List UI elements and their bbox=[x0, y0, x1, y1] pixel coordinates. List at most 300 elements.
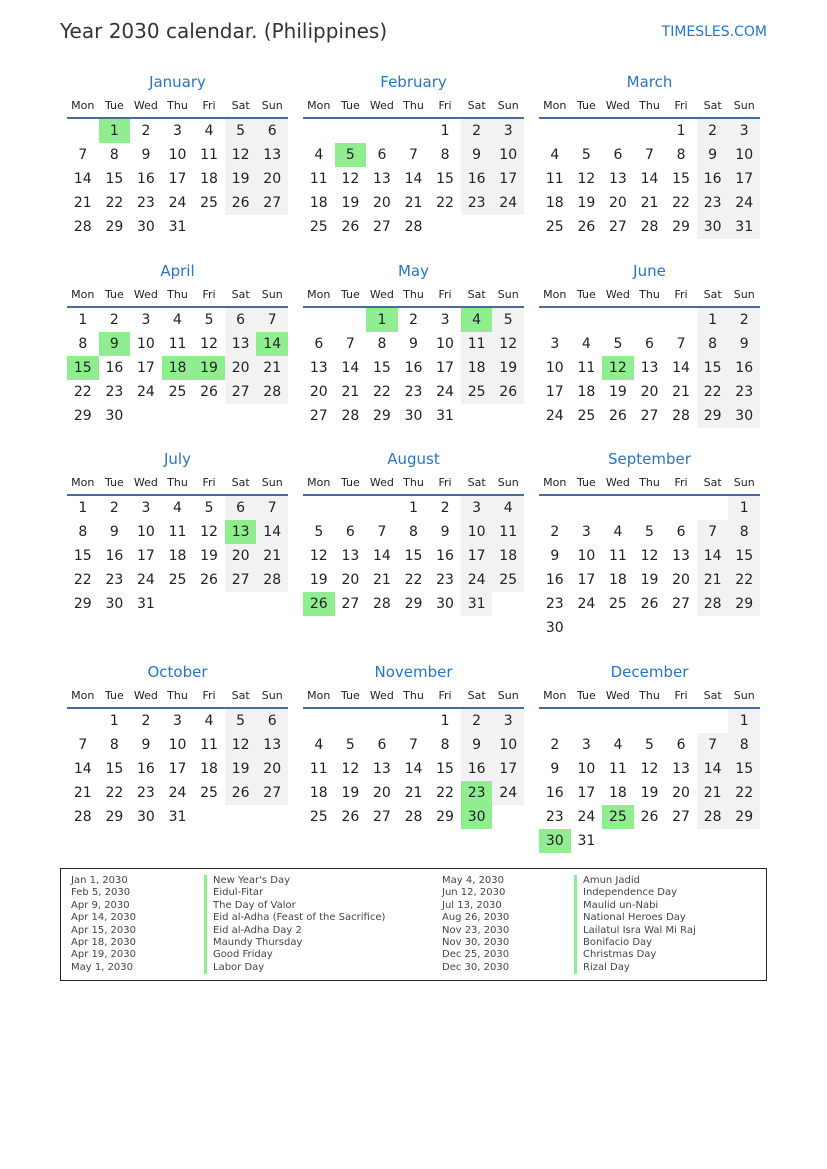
holiday-name: National Heroes Day bbox=[574, 912, 686, 924]
day-cell: 12 bbox=[341, 171, 360, 187]
day-cell: 18 bbox=[309, 785, 328, 801]
day-cell: 8 bbox=[78, 336, 88, 352]
weekday-label: Sat bbox=[467, 99, 486, 112]
month-november bbox=[303, 660, 524, 829]
month-title: June bbox=[633, 262, 666, 280]
day-cell: 16 bbox=[545, 785, 564, 801]
day-grid bbox=[303, 709, 524, 829]
weekday-label: Sun bbox=[733, 99, 755, 112]
weekday-header bbox=[67, 471, 288, 496]
weekday-label: Mon bbox=[71, 476, 95, 489]
day-cell: 4 bbox=[173, 312, 182, 328]
month-title: August bbox=[387, 450, 440, 468]
weekday-label: Tue bbox=[104, 288, 124, 301]
day-cell: 25 bbox=[309, 809, 328, 825]
weekend-day-cell: 13 bbox=[256, 143, 288, 167]
empty-cell bbox=[634, 709, 666, 733]
weekday-label: Mon bbox=[71, 288, 95, 301]
day-cell: 26 bbox=[640, 809, 659, 825]
weekend-day-cell: 22 bbox=[728, 781, 760, 805]
weekend-day-cell: 18 bbox=[461, 356, 493, 380]
empty-cell bbox=[539, 119, 571, 143]
day-cell: 28 bbox=[404, 219, 423, 235]
weekday-label: Wed bbox=[369, 288, 394, 301]
day-grid bbox=[539, 308, 760, 428]
weekend-day-cell: 8 bbox=[728, 520, 760, 544]
empty-cell bbox=[571, 496, 603, 520]
day-cell: 23 bbox=[105, 384, 124, 400]
empty-cell bbox=[366, 709, 398, 733]
day-cell: 7 bbox=[78, 147, 88, 163]
holiday-column bbox=[442, 875, 762, 974]
weekday-label: Fri bbox=[202, 476, 216, 489]
weekend-day-cell: 14 bbox=[256, 520, 288, 544]
weekend-day-cell: 1 bbox=[728, 496, 760, 520]
holiday-date: Aug 26, 2030 bbox=[442, 912, 510, 924]
day-cell: 20 bbox=[672, 785, 690, 801]
day-cell: 13 bbox=[640, 360, 659, 376]
weekend-day-cell: 19 bbox=[225, 167, 257, 191]
empty-cell bbox=[67, 709, 99, 733]
weekend-day-cell: 22 bbox=[697, 380, 729, 404]
weekend-day-cell: 29 bbox=[728, 805, 760, 829]
weekend-day-cell: 2 bbox=[461, 119, 493, 143]
day-cell: 20 bbox=[609, 195, 627, 211]
day-cell: 25 bbox=[200, 195, 218, 211]
day-cell: 11 bbox=[200, 147, 218, 163]
weekend-day-cell: 3 bbox=[728, 119, 760, 143]
holiday-name: Christmas Day bbox=[574, 949, 656, 961]
day-cell: 11 bbox=[609, 761, 627, 777]
weekend-day-cell: 20 bbox=[256, 757, 288, 781]
day-cell: 1 bbox=[109, 713, 119, 729]
holiday-row bbox=[71, 937, 431, 949]
day-cell: 6 bbox=[645, 336, 654, 352]
day-cell: 6 bbox=[613, 147, 623, 163]
day-cell: 7 bbox=[409, 737, 418, 753]
holiday-row bbox=[71, 887, 431, 899]
weekday-label: Wed bbox=[133, 689, 158, 702]
day-cell: 23 bbox=[105, 572, 124, 588]
weekend-day-cell: 7 bbox=[697, 520, 729, 544]
weekday-label: Fri bbox=[674, 288, 688, 301]
day-cell: 21 bbox=[73, 785, 92, 801]
weekday-label: Sat bbox=[231, 689, 250, 702]
empty-cell bbox=[366, 119, 398, 143]
day-cell: 11 bbox=[577, 360, 596, 376]
day-cell: 25 bbox=[309, 219, 328, 235]
day-cell: 7 bbox=[645, 147, 654, 163]
day-cell: 8 bbox=[676, 147, 686, 163]
day-cell: 11 bbox=[168, 524, 187, 540]
day-cell: 21 bbox=[73, 195, 92, 211]
day-cell: 22 bbox=[436, 195, 454, 211]
day-cell: 7 bbox=[345, 336, 355, 352]
day-cell: 15 bbox=[672, 171, 690, 187]
weekend-day-cell: 16 bbox=[697, 167, 729, 191]
empty-cell bbox=[303, 496, 335, 520]
day-cell: 24 bbox=[436, 384, 454, 400]
day-cell: 24 bbox=[137, 572, 155, 588]
day-cell: 15 bbox=[404, 548, 423, 564]
day-cell: 6 bbox=[314, 336, 324, 352]
holiday-date: Apr 14, 2030 bbox=[71, 912, 137, 924]
day-cell: 22 bbox=[672, 195, 690, 211]
weekend-day-cell: 15 bbox=[697, 356, 729, 380]
day-grid bbox=[539, 119, 760, 239]
month-title: October bbox=[147, 663, 208, 681]
holiday-day-cell: 25 bbox=[602, 805, 634, 829]
weekend-day-cell: 9 bbox=[728, 332, 760, 356]
holiday-date: Nov 30, 2030 bbox=[442, 936, 510, 948]
day-cell: 6 bbox=[676, 524, 686, 540]
empty-cell bbox=[303, 119, 335, 143]
weekday-label: Sat bbox=[231, 476, 250, 489]
day-cell: 17 bbox=[137, 360, 155, 376]
holiday-row bbox=[442, 937, 762, 949]
day-cell: 11 bbox=[200, 737, 218, 753]
weekend-day-cell: 5 bbox=[225, 119, 257, 143]
weekday-label: Mon bbox=[543, 288, 567, 301]
weekend-day-cell: 17 bbox=[492, 167, 524, 191]
day-cell: 31 bbox=[168, 219, 187, 235]
day-cell: 1 bbox=[440, 123, 450, 139]
day-cell: 20 bbox=[341, 572, 360, 588]
day-cell: 31 bbox=[436, 408, 454, 424]
holiday-date: Apr 9, 2030 bbox=[71, 899, 130, 911]
empty-cell bbox=[602, 496, 634, 520]
day-cell: 23 bbox=[545, 596, 564, 612]
day-cell: 10 bbox=[168, 147, 187, 163]
day-cell: 12 bbox=[341, 761, 360, 777]
empty-cell bbox=[571, 308, 603, 332]
weekday-label: Fri bbox=[202, 689, 216, 702]
empty-cell bbox=[602, 308, 634, 332]
weekend-day-cell: 27 bbox=[256, 781, 288, 805]
day-cell: 20 bbox=[640, 384, 659, 400]
empty-cell bbox=[571, 119, 603, 143]
day-cell: 5 bbox=[581, 147, 591, 163]
weekend-day-cell: 30 bbox=[697, 215, 729, 239]
day-cell: 13 bbox=[672, 548, 690, 564]
page-title: Year 2030 calendar. (Philippines) bbox=[60, 19, 388, 43]
day-cell: 21 bbox=[672, 384, 690, 400]
weekend-day-cell: 24 bbox=[728, 191, 760, 215]
day-cell: 7 bbox=[409, 147, 418, 163]
weekend-day-cell: 9 bbox=[461, 733, 493, 757]
weekend-day-cell: 6 bbox=[256, 119, 288, 143]
weekend-day-cell: 8 bbox=[697, 332, 729, 356]
holiday-date: Feb 5, 2030 bbox=[71, 887, 131, 899]
day-cell: 10 bbox=[577, 548, 596, 564]
weekday-label: Thu bbox=[167, 288, 188, 301]
weekday-label: Thu bbox=[167, 689, 188, 702]
day-cell: 29 bbox=[672, 219, 690, 235]
weekend-day-cell: 9 bbox=[461, 143, 493, 167]
weekend-day-cell: 21 bbox=[697, 781, 729, 805]
month-title: January bbox=[149, 73, 206, 91]
weekday-label: Sun bbox=[261, 689, 283, 702]
day-cell: 3 bbox=[550, 336, 560, 352]
weekend-day-cell: 27 bbox=[225, 568, 257, 592]
day-cell: 11 bbox=[309, 761, 328, 777]
empty-cell bbox=[539, 308, 571, 332]
day-cell: 15 bbox=[73, 548, 92, 564]
month-september bbox=[539, 447, 760, 640]
weekday-label: Mon bbox=[543, 99, 567, 112]
weekend-day-cell: 28 bbox=[256, 568, 288, 592]
month-title: February bbox=[380, 73, 447, 91]
empty-cell bbox=[335, 496, 367, 520]
holiday-name: Amun Jadid bbox=[574, 875, 640, 887]
weekend-day-cell: 5 bbox=[225, 709, 257, 733]
holiday-row bbox=[71, 949, 431, 961]
empty-cell bbox=[335, 709, 367, 733]
day-cell: 16 bbox=[137, 171, 155, 187]
weekday-label: Sat bbox=[703, 99, 722, 112]
empty-cell bbox=[366, 496, 398, 520]
holiday-day-cell: 4 bbox=[461, 308, 493, 332]
holiday-name: Eidul-Fitar bbox=[204, 887, 263, 899]
holiday-row bbox=[442, 912, 762, 924]
day-cell: 19 bbox=[640, 785, 659, 801]
weekend-day-cell: 21 bbox=[256, 356, 288, 380]
day-cell: 30 bbox=[105, 408, 124, 424]
weekday-label: Wed bbox=[605, 288, 630, 301]
month-july bbox=[67, 447, 288, 616]
empty-cell bbox=[539, 496, 571, 520]
weekday-label: Mon bbox=[307, 689, 331, 702]
day-cell: 4 bbox=[613, 737, 623, 753]
weekend-day-cell: 3 bbox=[492, 119, 524, 143]
day-cell: 29 bbox=[404, 596, 423, 612]
day-cell: 17 bbox=[168, 761, 187, 777]
holiday-name: Eid al-Adha (Feast of the Sacrifice) bbox=[204, 912, 385, 924]
day-cell: 25 bbox=[609, 596, 627, 612]
weekday-header bbox=[303, 684, 524, 709]
day-cell: 18 bbox=[168, 548, 187, 564]
day-cell: 31 bbox=[577, 833, 596, 849]
holiday-row bbox=[442, 962, 762, 974]
day-cell: 19 bbox=[577, 195, 596, 211]
weekday-label: Fri bbox=[202, 99, 216, 112]
day-cell: 8 bbox=[440, 147, 450, 163]
weekday-label: Thu bbox=[403, 99, 424, 112]
weekday-label: Sun bbox=[733, 689, 755, 702]
holiday-date: Apr 15, 2030 bbox=[71, 924, 137, 936]
day-cell: 5 bbox=[645, 737, 654, 753]
day-cell: 19 bbox=[309, 572, 328, 588]
day-cell: 16 bbox=[545, 572, 564, 588]
weekday-label: Tue bbox=[340, 689, 360, 702]
day-cell: 1 bbox=[78, 312, 88, 328]
day-cell: 19 bbox=[341, 785, 360, 801]
day-cell: 18 bbox=[200, 171, 218, 187]
weekday-label: Tue bbox=[576, 99, 596, 112]
holiday-row bbox=[71, 875, 431, 887]
month-april bbox=[67, 259, 288, 428]
weekday-label: Mon bbox=[307, 99, 331, 112]
month-december bbox=[539, 660, 760, 853]
day-cell: 12 bbox=[640, 761, 659, 777]
empty-cell bbox=[539, 709, 571, 733]
day-cell: 9 bbox=[440, 524, 450, 540]
holiday-row bbox=[71, 912, 431, 924]
weekday-label: Mon bbox=[543, 476, 567, 489]
weekday-label: Sun bbox=[497, 476, 519, 489]
holiday-day-cell: 9 bbox=[99, 332, 131, 356]
holiday-row bbox=[442, 900, 762, 912]
day-cell: 18 bbox=[545, 195, 564, 211]
day-cell: 23 bbox=[436, 572, 454, 588]
weekday-label: Tue bbox=[340, 99, 360, 112]
day-cell: 28 bbox=[640, 219, 659, 235]
day-grid bbox=[539, 496, 760, 640]
weekday-label: Wed bbox=[605, 99, 630, 112]
day-cell: 1 bbox=[78, 500, 88, 516]
day-cell: 17 bbox=[577, 785, 596, 801]
day-cell: 25 bbox=[168, 572, 187, 588]
weekend-day-cell: 26 bbox=[225, 781, 257, 805]
day-cell: 3 bbox=[581, 524, 591, 540]
weekend-day-cell: 10 bbox=[492, 143, 524, 167]
day-cell: 12 bbox=[309, 548, 328, 564]
holiday-date: Dec 30, 2030 bbox=[442, 961, 510, 973]
weekend-day-cell: 27 bbox=[225, 380, 257, 404]
empty-cell bbox=[634, 308, 666, 332]
weekend-day-cell: 7 bbox=[256, 496, 288, 520]
day-cell: 29 bbox=[436, 809, 454, 825]
weekend-day-cell: 21 bbox=[256, 544, 288, 568]
weekday-label: Thu bbox=[639, 476, 660, 489]
weekend-day-cell: 2 bbox=[461, 709, 493, 733]
day-cell: 17 bbox=[436, 360, 454, 376]
day-cell: 12 bbox=[200, 524, 218, 540]
weekday-header bbox=[539, 684, 760, 709]
day-cell: 3 bbox=[440, 312, 450, 328]
day-cell: 17 bbox=[545, 384, 564, 400]
day-cell: 26 bbox=[200, 384, 218, 400]
day-cell: 8 bbox=[440, 737, 450, 753]
holiday-date: May 4, 2030 bbox=[442, 875, 505, 886]
day-cell: 5 bbox=[645, 524, 654, 540]
weekday-header bbox=[539, 283, 760, 308]
day-cell: 3 bbox=[581, 737, 591, 753]
holiday-name: Maulid un-Nabi bbox=[574, 900, 658, 912]
weekend-day-cell: 12 bbox=[225, 733, 257, 757]
day-cell: 27 bbox=[309, 408, 328, 424]
day-cell: 10 bbox=[137, 336, 155, 352]
weekend-day-cell: 15 bbox=[728, 544, 760, 568]
weekday-label: Thu bbox=[167, 476, 188, 489]
day-cell: 25 bbox=[200, 785, 218, 801]
weekend-day-cell: 17 bbox=[461, 544, 493, 568]
weekday-header bbox=[303, 94, 524, 119]
holiday-day-cell: 12 bbox=[602, 356, 634, 380]
day-cell: 31 bbox=[168, 809, 187, 825]
holiday-legend bbox=[60, 868, 767, 981]
weekend-day-cell: 23 bbox=[697, 191, 729, 215]
weekday-label: Sat bbox=[703, 689, 722, 702]
weekday-label: Tue bbox=[104, 689, 124, 702]
holiday-name: Independence Day bbox=[574, 887, 677, 899]
weekend-day-cell: 7 bbox=[697, 733, 729, 757]
day-cell: 5 bbox=[314, 524, 324, 540]
empty-cell bbox=[571, 709, 603, 733]
day-grid bbox=[539, 709, 760, 853]
empty-cell bbox=[398, 119, 430, 143]
day-cell: 28 bbox=[73, 219, 92, 235]
day-cell: 26 bbox=[640, 596, 659, 612]
weekday-label: Fri bbox=[438, 689, 452, 702]
weekend-day-cell: 23 bbox=[461, 191, 493, 215]
day-cell: 19 bbox=[640, 572, 659, 588]
holiday-row bbox=[442, 875, 762, 887]
day-cell: 13 bbox=[341, 548, 360, 564]
weekend-day-cell: 17 bbox=[728, 167, 760, 191]
holiday-day-cell: 5 bbox=[335, 143, 367, 167]
day-cell: 22 bbox=[105, 195, 124, 211]
brand-link[interactable]: TIMESLES.COM bbox=[661, 24, 767, 40]
weekday-label: Mon bbox=[543, 689, 567, 702]
day-cell: 2 bbox=[141, 713, 151, 729]
day-cell: 3 bbox=[141, 500, 151, 516]
day-cell: 24 bbox=[137, 384, 155, 400]
day-cell: 16 bbox=[105, 360, 124, 376]
day-cell: 18 bbox=[609, 572, 627, 588]
holiday-day-cell: 1 bbox=[366, 308, 398, 332]
day-grid bbox=[303, 496, 524, 616]
day-cell: 5 bbox=[204, 312, 214, 328]
weekday-header bbox=[303, 471, 524, 496]
day-cell: 26 bbox=[341, 219, 360, 235]
weekday-label: Fri bbox=[202, 288, 216, 301]
holiday-day-cell: 19 bbox=[193, 356, 225, 380]
holiday-row bbox=[71, 925, 431, 937]
day-cell: 18 bbox=[577, 384, 596, 400]
weekend-day-cell: 31 bbox=[461, 592, 493, 616]
empty-cell bbox=[697, 496, 729, 520]
day-cell: 7 bbox=[377, 524, 387, 540]
holiday-day-cell: 13 bbox=[225, 520, 257, 544]
day-cell: 17 bbox=[137, 548, 155, 564]
day-cell: 9 bbox=[109, 524, 119, 540]
holiday-column bbox=[71, 875, 431, 974]
weekend-day-cell: 3 bbox=[461, 496, 493, 520]
day-cell: 11 bbox=[168, 336, 187, 352]
day-cell: 1 bbox=[409, 500, 418, 516]
day-cell: 29 bbox=[373, 408, 391, 424]
empty-cell bbox=[665, 709, 697, 733]
weekend-day-cell: 4 bbox=[492, 496, 524, 520]
weekday-label: Thu bbox=[639, 99, 660, 112]
day-cell: 20 bbox=[373, 785, 391, 801]
weekday-label: Thu bbox=[167, 99, 188, 112]
weekday-label: Tue bbox=[576, 288, 596, 301]
holiday-row bbox=[442, 887, 762, 899]
day-cell: 14 bbox=[672, 360, 690, 376]
weekend-day-cell: 29 bbox=[697, 404, 729, 428]
weekday-label: Fri bbox=[674, 689, 688, 702]
empty-cell bbox=[697, 709, 729, 733]
day-cell: 15 bbox=[436, 761, 454, 777]
weekday-label: Wed bbox=[369, 689, 394, 702]
weekend-day-cell: 20 bbox=[225, 356, 257, 380]
weekday-label: Tue bbox=[340, 476, 360, 489]
holiday-name: Labor Day bbox=[204, 962, 264, 974]
day-cell: 2 bbox=[550, 524, 560, 540]
day-cell: 19 bbox=[341, 195, 360, 211]
